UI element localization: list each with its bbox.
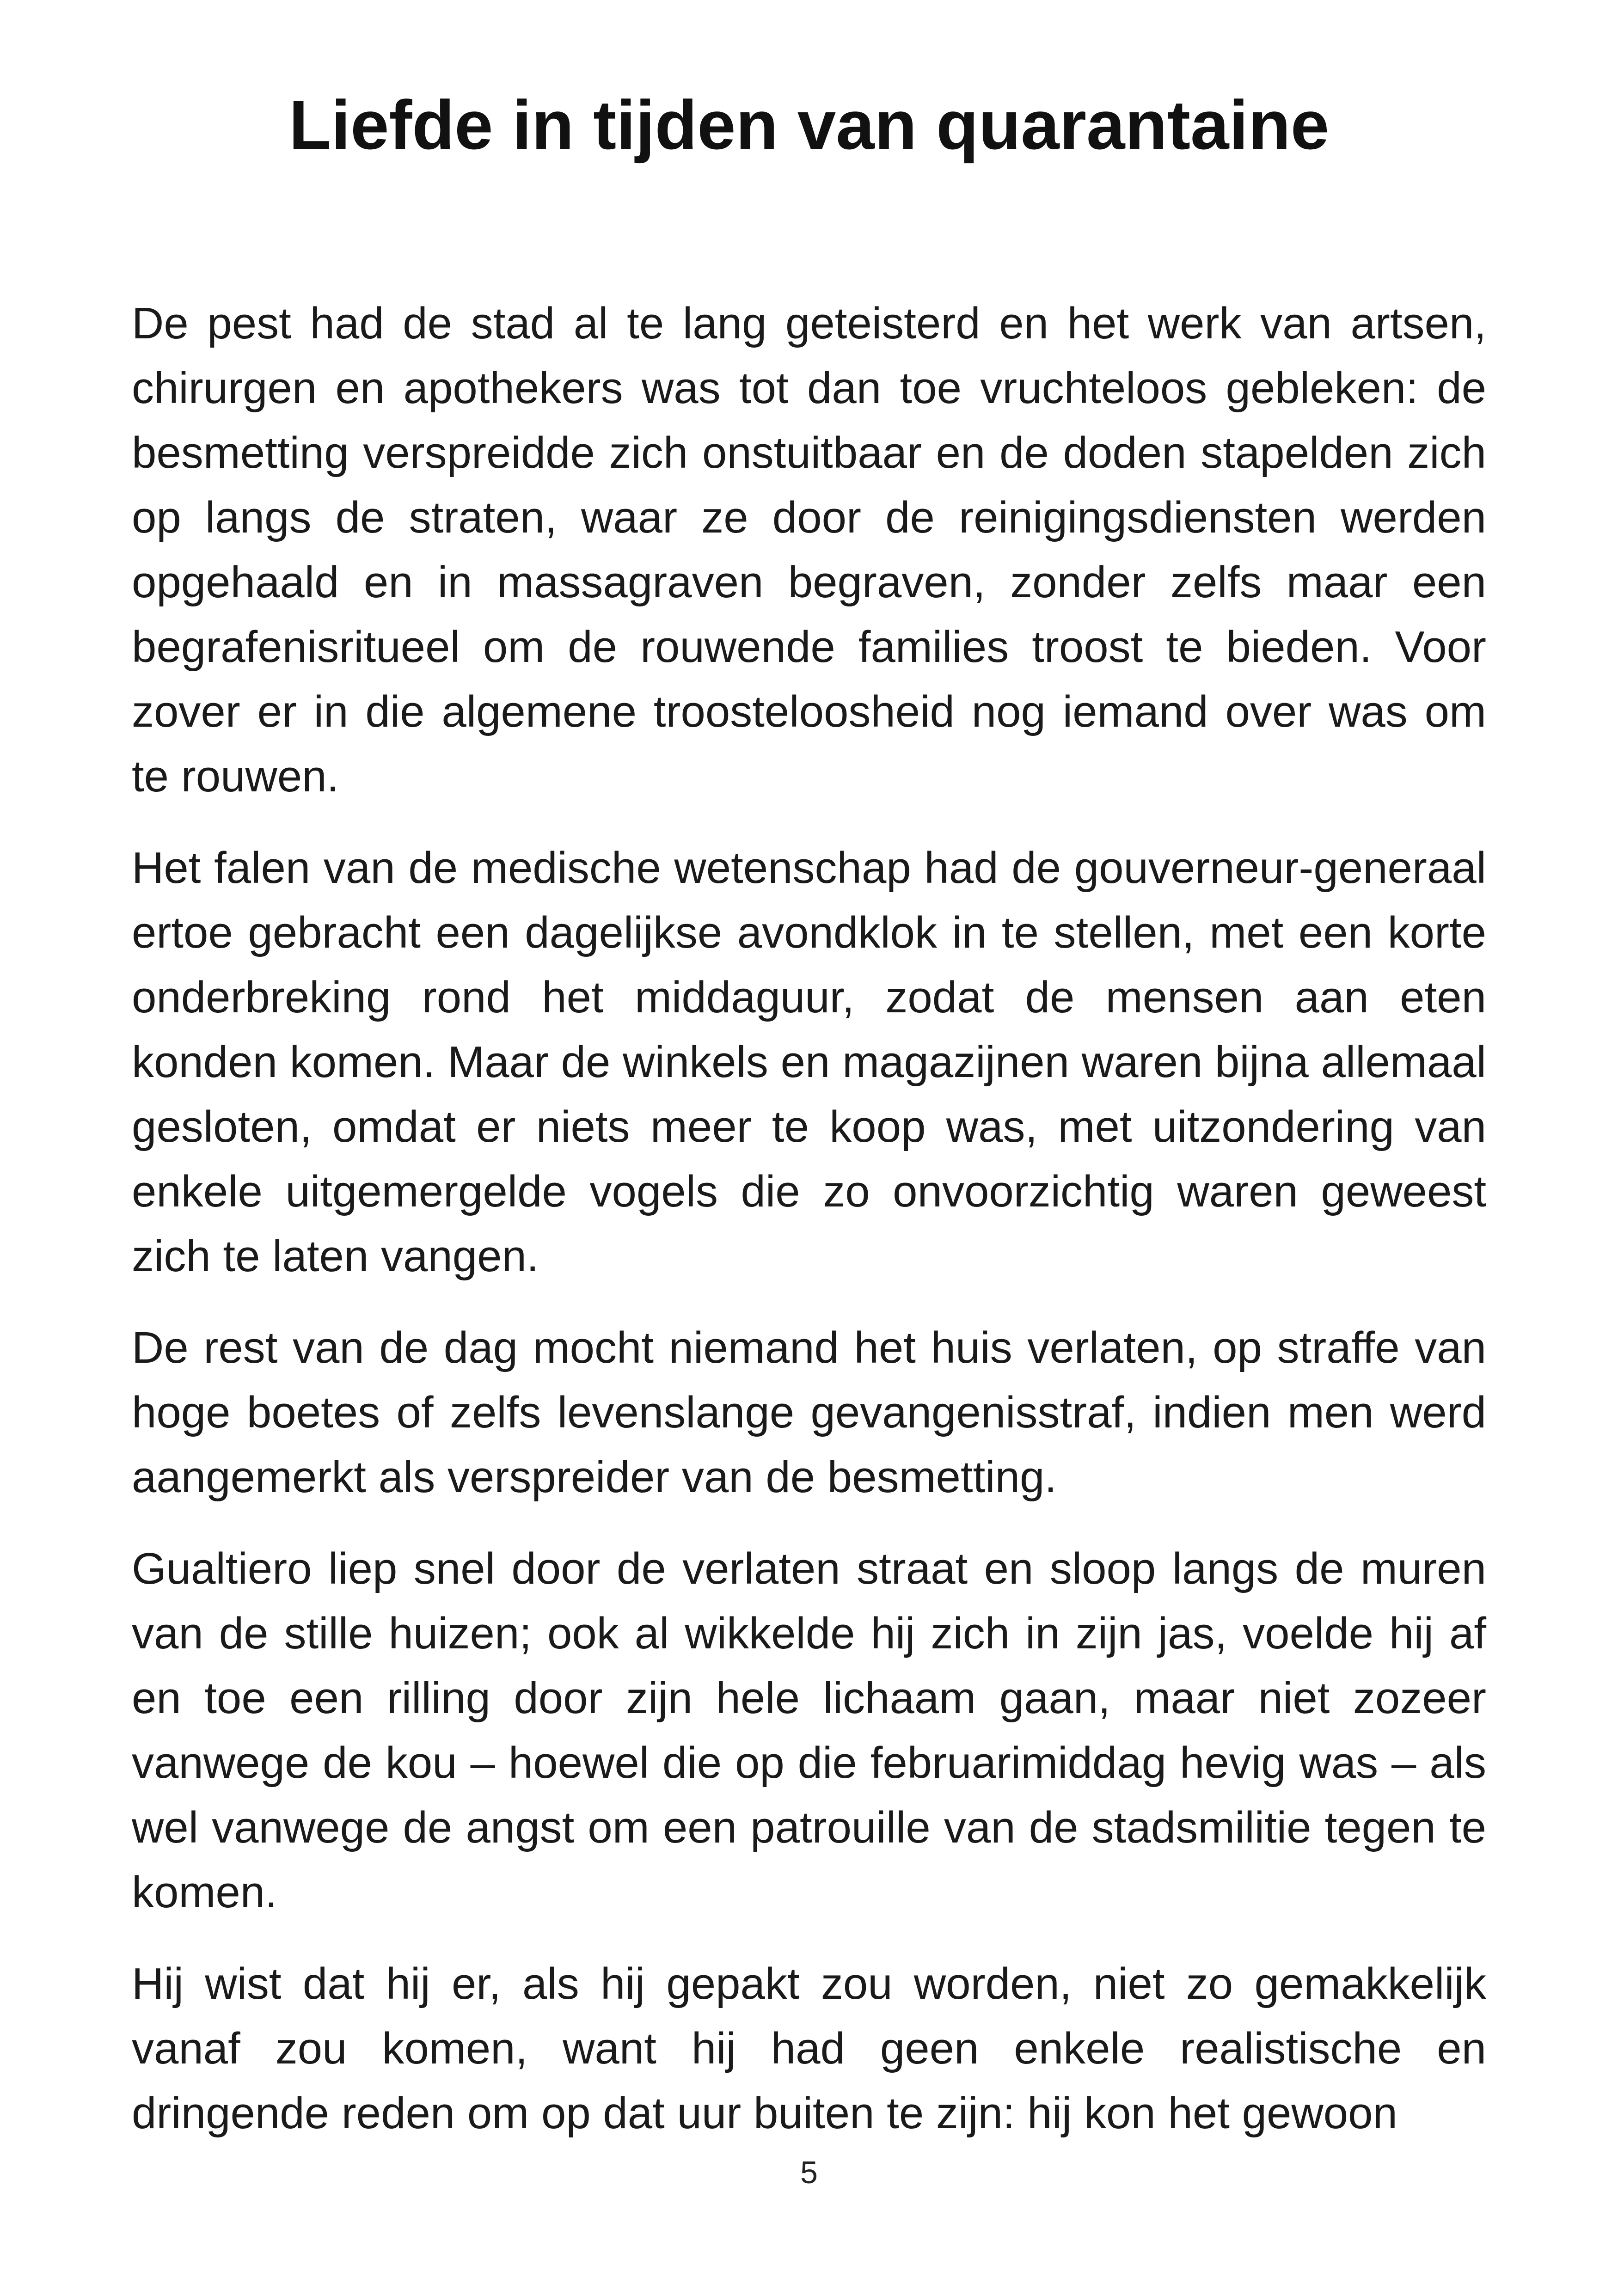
paragraph-1: De pest had de stad al te lang geteisterd en het werk van artsen, chirurgen en apothekers was tot dan toe vruchteloos gebleken: de besmetting verspreidde zich onstuitbaar en de doden stapelden zich op langs de straten, waar ze door de reinigingsdiensten werden opgehaald en in massagraven begraven, zonder zelfs maar een begrafenisritueel om de rouwende families troost te bieden. Voor zover er in die algemene troosteloosheid nog iemand over was om te rouwen. xyxy=(132,299,1486,801)
body-text xyxy=(132,291,1486,2173)
paragraph-2: Het falen van de medische wetenschap had de gouverneur-generaal ertoe gebracht een dagelijkse avondklok in te stellen, met een korte onderbreking rond het middaguur, zodat de mensen aan eten konden komen. Maar de winkels en magazijnen waren bijna allemaal gesloten, omdat er niets meer te koop was, met uitzondering van enkele uitgemergelde vogels die zo onvoorzichtig waren geweest zich te laten vangen. xyxy=(132,843,1486,1281)
page-number: 5 xyxy=(800,2155,818,2190)
paragraph-4: Gualtiero liep snel door de verlaten straat en sloop langs de muren van de stille huizen; ook al wikkelde hij zich in zijn jas, voelde hij af en toe een rilling door zijn hele lichaam gaan, maar niet zozeer vanwege de kou – hoewel die op die februarimiddag hevig was – als wel vanwege de angst om een patrouille van de stadsmilitie tegen te komen. xyxy=(132,1544,1486,1917)
paragraph-3: De rest van de dag mocht niemand het huis verlaten, op straffe van hoge boetes of zelfs levenslange gevangenisstraf, indien men werd aangemerkt als verspreider van de besmetting. xyxy=(132,1323,1486,1502)
page-title: Liefde in tijden van quarantaine xyxy=(288,86,1330,164)
paragraph-5: Hij wist dat hij er, als hij gepakt zou worden, niet zo gemakkelijk vanaf zou komen, want hij had geen enkele realistische en dringende reden om op dat uur buiten te zijn: hij kon het gewoon xyxy=(132,1959,1486,2138)
